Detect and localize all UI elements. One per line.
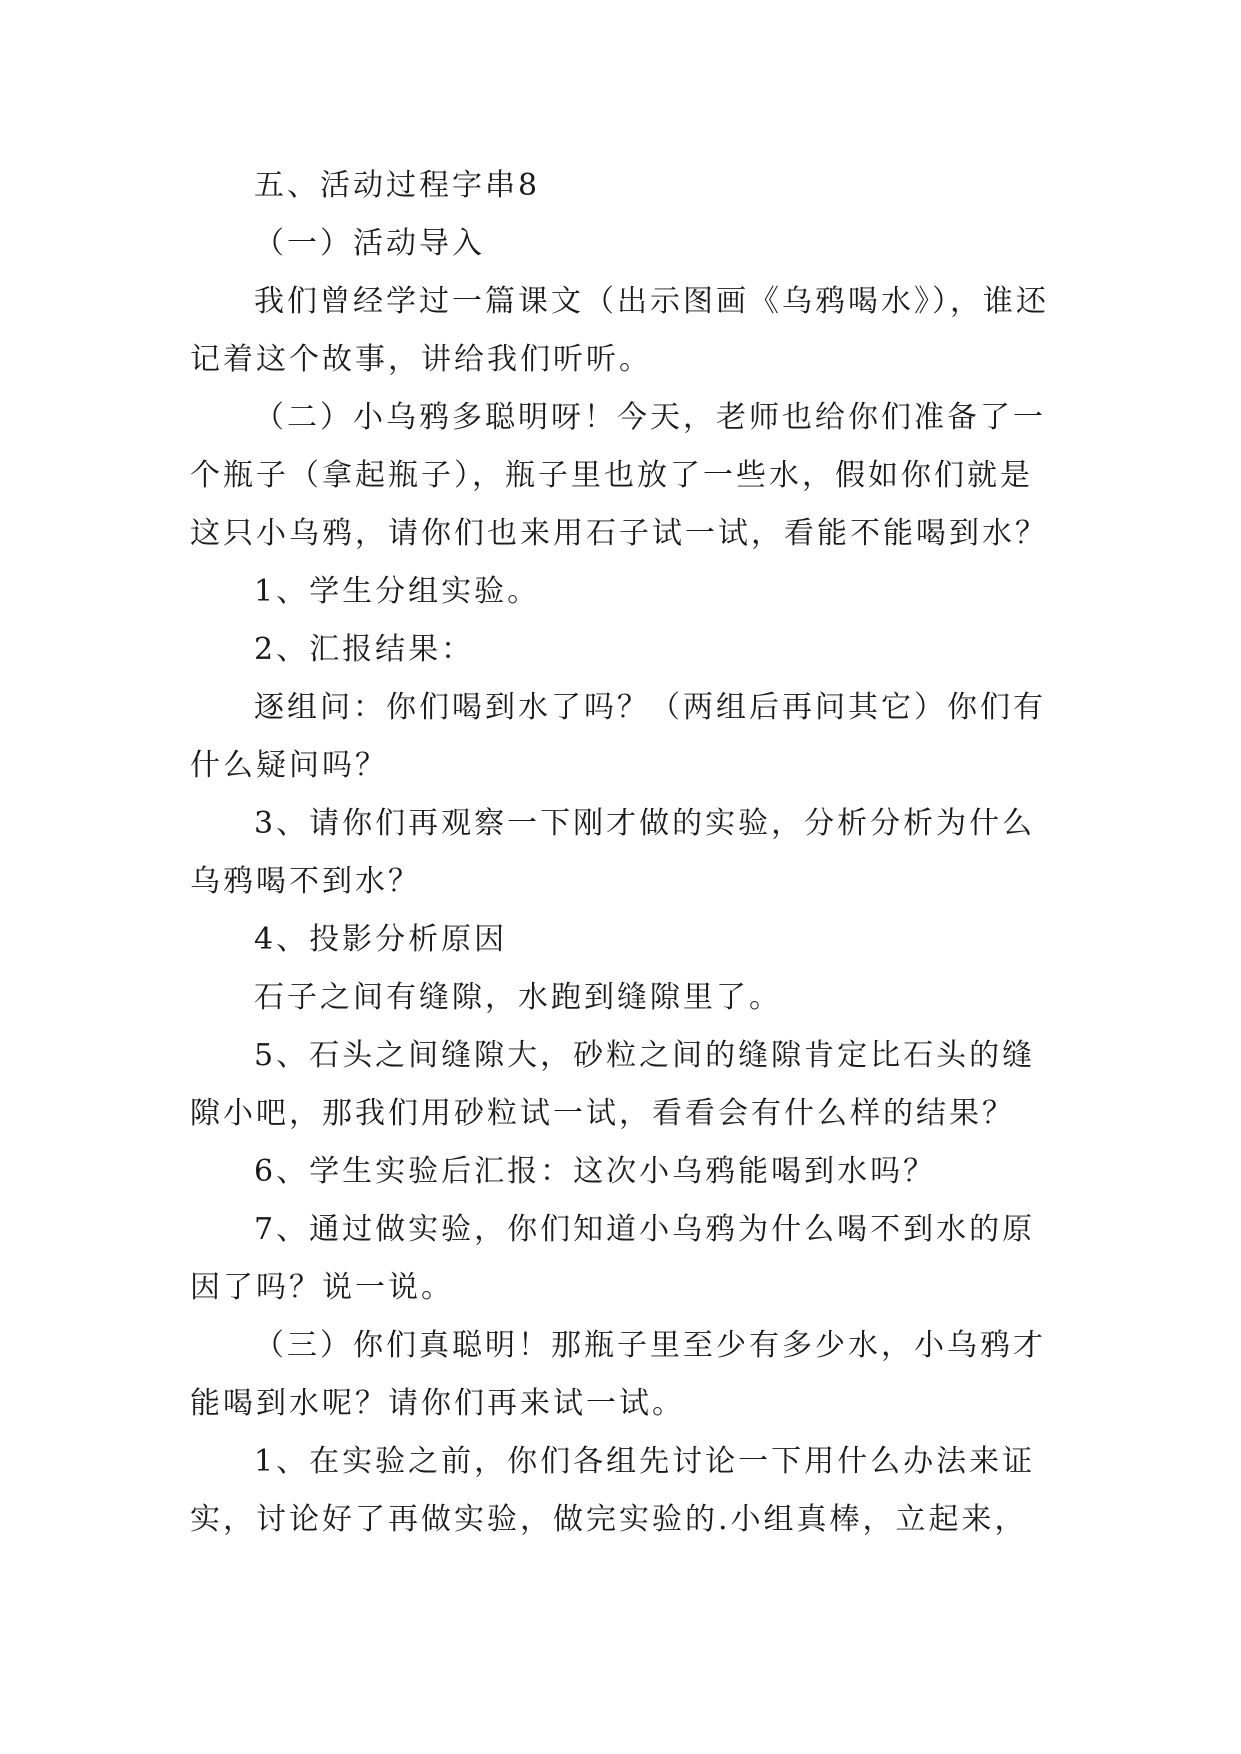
document-body: [190, 157, 1050, 1549]
subsection-heading: （一）活动导入: [254, 226, 485, 261]
paragraph: 7、通过做实验，你们知道小乌鸦为什么喝不到水的原因了吗？说一说。: [190, 1212, 1036, 1305]
section-heading: 五、活动过程字串8: [254, 168, 541, 203]
paragraph: 2、汇报结果：: [254, 632, 475, 667]
paragraph: 1、学生分组实验。: [254, 574, 541, 609]
paragraph: 逐组问：你们喝到水了吗？（两组后再问其它）你们有什么疑问吗？: [190, 690, 1046, 783]
paragraph: 1、在实验之前，你们各组先讨论一下用什么办法来证实，讨论好了再做实验，做完实验的.小组真棒，立起来，: [190, 1444, 1036, 1537]
paragraph: （三）你们真聪明！那瓶子里至少有多少水，小乌鸦才能喝到水呢？请你们再来试一试。: [190, 1328, 1046, 1421]
paragraph: 6、学生实验后汇报：这次小乌鸦能喝到水吗？: [254, 1154, 937, 1189]
paragraph: 3、请你们再观察一下刚才做的实验，分析分析为什么乌鸦喝不到水？: [190, 806, 1036, 899]
paragraph: （二）小乌鸦多聪明呀！今天，老师也给你们准备了一个瓶子（拿起瓶子），瓶子里也放了一些水，假如你们就是这只小乌鸦，请你们也来用石子试一试，看能不能喝到水？: [190, 400, 1048, 551]
paragraph: 我们曾经学过一篇课文（出示图画《乌鸦喝水》），谁还记着这个故事，讲给我们听听。: [190, 284, 1049, 377]
paragraph: 4、投影分析原因: [254, 922, 508, 957]
paragraph: 石子之间有缝隙，水跑到缝隙里了。: [254, 980, 782, 1015]
paragraph: 5、石头之间缝隙大，砂粒之间的缝隙肯定比石头的缝隙小吧，那我们用砂粒试一试，看看会有什么样的结果？: [190, 1038, 1036, 1131]
